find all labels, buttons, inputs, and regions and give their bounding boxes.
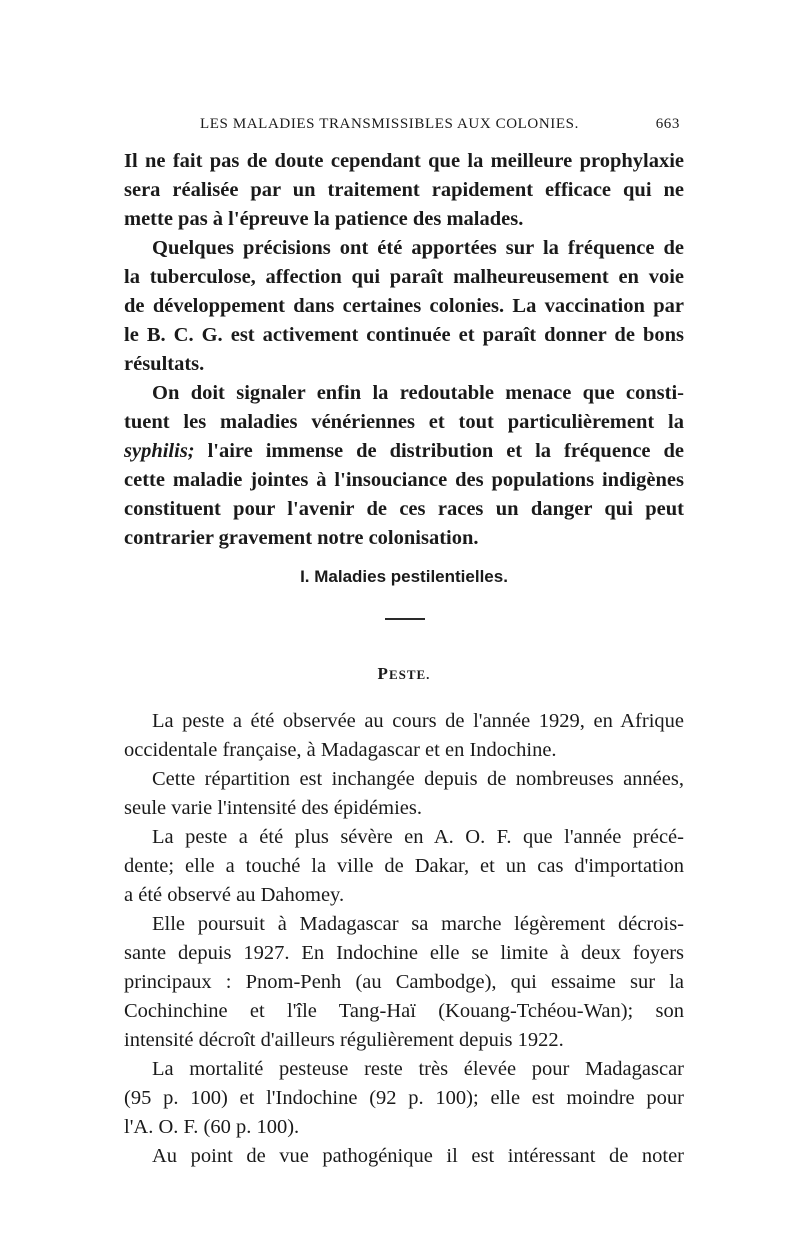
text-line: contrarier gravement notre colonisation. [124, 527, 479, 549]
page-number: 663 [655, 116, 680, 132]
text-line: intensité décroît d'ailleurs régulièrement depuis 1922. [124, 1029, 564, 1051]
text-line: tuent les maladies vénériennes et tout particulièrement la [124, 411, 684, 433]
text-line: La mortalité pesteuse reste très élevée pour Madagascar [152, 1058, 684, 1080]
text-line: de développement dans certaines colonies. La vaccination par [124, 295, 684, 317]
text-line: constituent pour l'avenir de ces races un danger qui peut [124, 498, 684, 520]
text-line [124, 437, 684, 466]
text-line: Cette répartition est inchangée depuis de nombreuses années, [152, 768, 684, 790]
text-line: a été observé au Dahomey. [124, 884, 345, 906]
text-line: Il ne fait pas de doute cependant que la meilleure prophylaxie [124, 150, 684, 172]
subsection-heading [124, 664, 684, 684]
text-line: le B. C. G. est activement continuée et paraît donner de bons [124, 324, 684, 346]
text-line: Quelques précisions ont été apportées sur la fréquence de [152, 237, 684, 259]
subsection-initial: P [377, 664, 389, 683]
text-line: Au point de vue pathogénique il est intéressant de noter [152, 1145, 684, 1167]
text-line: On doit signaler enfin la redoutable menace que consti- [152, 382, 684, 404]
text-line: (95 p. 100) et l'Indochine (92 p. 100); elle est moindre pour [124, 1087, 684, 1109]
text-line: résultats. [124, 353, 205, 375]
text-line: Elle poursuit à Madagascar sa marche légèrement décrois- [152, 913, 684, 935]
running-header [128, 116, 680, 142]
text-line: La peste a été observée au cours de l'année 1929, en Afrique [152, 710, 684, 732]
section-heading: I. Maladies pestilentielles. [300, 567, 508, 586]
section-divider [385, 618, 425, 620]
text-line: cette maladie jointes à l'insouciance des populations indigènes [124, 469, 684, 491]
intro-paragraphs [124, 147, 684, 553]
subsection-rest: ESTE. [388, 667, 431, 682]
text-line: La peste a été plus sévère en A. O. F. que l'année précé- [152, 826, 684, 848]
text-line: sera réalisée par un traitement rapidement efficace qui ne [124, 179, 684, 201]
text-line: l'A. O. F. (60 p. 100). [124, 1116, 300, 1138]
text-line: mette pas à l'épreuve la patience des malades. [124, 208, 524, 230]
text-line: principaux : Pnom-Penh (au Cambodge), qui essaime sur la [124, 971, 684, 993]
italic-word: syphilis; [124, 440, 195, 462]
text-line: sante depuis 1927. En Indochine elle se limite à deux foyers [124, 942, 684, 964]
text-line: occidentale française, à Madagascar et en Indochine. [124, 739, 557, 761]
line-rest: l'aire immense de distribution et la fréquence de [194, 440, 684, 462]
text-line: Cochinchine et l'île Tang-Haï (Kouang-Tchéou-Wan); son [124, 1000, 684, 1022]
text-line: seule varie l'intensité des épidémies. [124, 797, 423, 819]
plague-paragraphs [124, 707, 684, 1171]
text-line: dente; elle a touché la ville de Dakar, et un cas d'importation [124, 855, 684, 877]
running-title: LES MALADIES TRANSMISSIBLES AUX COLONIES. [200, 116, 579, 132]
text-line: la tuberculose, affection qui paraît malheureusement en voie [124, 266, 684, 288]
